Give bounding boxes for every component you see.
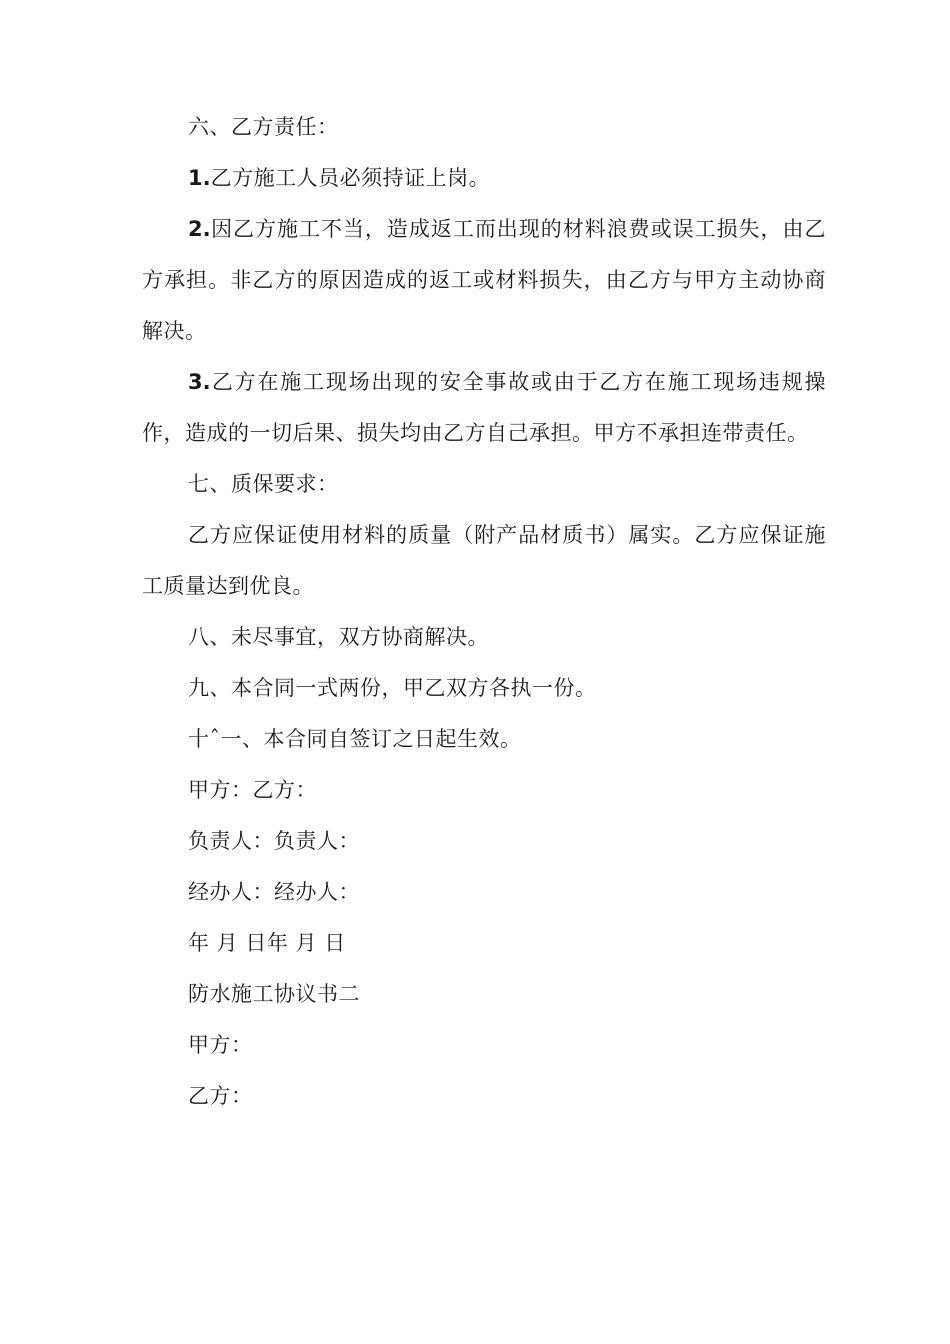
signature-handler-line (142, 867, 826, 918)
section-9 (142, 663, 826, 714)
paragraph-text: 六、乙方责任： (188, 115, 339, 139)
section-heading-7 (142, 459, 826, 510)
signature-date-line (142, 918, 826, 969)
clause-7-body (142, 510, 826, 612)
party-b-line (142, 1071, 826, 1122)
paragraph-text: 经办人：经办人： (188, 880, 360, 904)
signature-responsible-line (142, 816, 826, 867)
section-heading-6 (142, 102, 826, 153)
paragraph-text: 乙方应保证使用材料的质量（附产品材质书）属实。乙方应保证施 工质量达到优良。 (142, 523, 826, 598)
paragraph-text: 防水施工协议书二 (188, 982, 360, 1006)
paragraph-text: 因乙方施工不当，造成返工而出现的材料浪费或误工损失，由乙方承担。非乙方的原因造成的返工或材料损失，由乙方与甲方主动协商解决。 (142, 217, 826, 343)
paragraph-text: 乙方： (188, 1084, 253, 1108)
document-body (142, 102, 826, 1122)
clause-6-3 (142, 357, 826, 459)
paragraph-text: 甲方： (188, 1033, 253, 1057)
section-8 (142, 612, 826, 663)
paragraph-text: 八、未尽事宜，双方协商解决。 (188, 625, 489, 649)
clause-number: 1. (188, 166, 211, 190)
signature-party-line (142, 765, 826, 816)
clause-number: 3. (188, 370, 211, 394)
paragraph-text: 九、本合同一式两份，甲乙双方各执一份。 (188, 676, 597, 700)
paragraph-text: 负责人：负责人： (188, 829, 360, 853)
party-a-line (142, 1020, 826, 1071)
agreement-2-title (142, 969, 826, 1020)
paragraph-text: 乙方施工人员必须持证上岗。 (210, 166, 491, 190)
clause-6-2 (142, 204, 826, 357)
paragraph-text: 七、质保要求： (188, 472, 339, 496)
paragraph-text: 甲方：乙方： (188, 778, 317, 802)
clause-6-1 (142, 153, 826, 204)
paragraph-text: 乙方在施工现场出现的安全事故或由于乙方在施工现场违规操作，造成的一切后果、损失均由乙方自己承担。甲方不承担连带责任。 (142, 370, 826, 445)
clause-number: 2. (188, 217, 211, 241)
paragraph-text: 年 月 日年 月 日 (188, 931, 346, 955)
paragraph-text: 十ˆ一、本合同自签订之日起生效。 (188, 727, 522, 751)
section-11 (142, 714, 826, 765)
